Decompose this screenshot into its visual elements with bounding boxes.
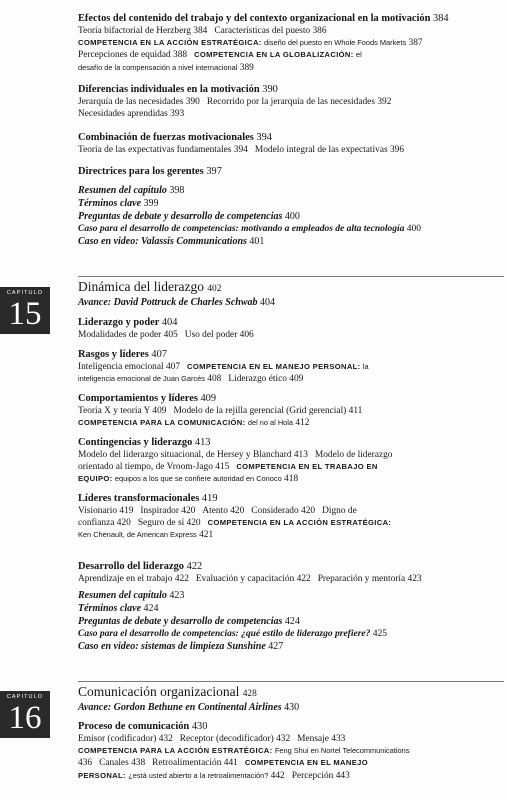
toc-section-traits <box>78 348 504 385</box>
end-item-key-terms: Términos clave 424 <box>78 602 159 614</box>
subsection-line: confianza 420 Seguro de sí 420 COMPETENCIA EN LA ACCIÓN ESTRATÉGICA: <box>78 518 392 529</box>
competency-line: desafío de la compensación a nivel internacional 389 <box>78 62 254 73</box>
subsection-line: Modalidades de poder 405 Uso del poder 406 <box>78 330 254 340</box>
end-item-case: Caso para el desarrollo de competencias: ¿qué estilo de liderazgo prefiere? 425 <box>78 629 387 640</box>
subsection-line: orientado al tiempo, de Vroom-Jago 415 COMPETENCIA EN EL TRABAJO EN <box>78 462 378 473</box>
chapter-title: Comunicación organizacional 428 <box>78 684 257 699</box>
chapter-number: 15 <box>8 296 42 332</box>
section-heading: Liderazgo y poder 404 <box>78 317 178 328</box>
subsection-line: Necesidades aprendidas 393 <box>78 109 185 120</box>
end-item-key-terms: Términos clave 399 <box>78 197 159 209</box>
end-item-summary: Resumen del capítulo 398 <box>78 185 185 196</box>
end-item-summary: Resumen del capítulo 423 <box>78 590 185 601</box>
competency-line: inteligencia emocional de Juan Garcés 408 Liderazgo ético 409 <box>78 374 304 385</box>
chapter-divider <box>78 276 504 277</box>
end-item-questions: Preguntas de debate y desarrollo de competencias 424 <box>78 615 300 627</box>
toc-section-motivational-forces <box>78 131 504 156</box>
toc-section-contingencies <box>78 436 504 486</box>
end-item-case: Caso para el desarrollo de competencias: motivando a empleados de alta tecnología 400 <box>78 224 422 235</box>
toc-section-development <box>78 560 504 585</box>
chapter-label: CAPITULO <box>6 290 44 296</box>
toc-section-behaviors <box>78 392 504 429</box>
chapter-preview: Avance: David Pottruck de Charles Schwab 404 <box>78 297 276 308</box>
competency-line: Ken Chenault, de American Express 421 <box>78 530 214 541</box>
subsection-line: Inteligencia emocional 407 COMPETENCIA EN EL MANEJO PERSONAL: la <box>78 362 369 372</box>
competency-line: EQUIPO: equipos a los que se confiere autoridad en Conoco 418 <box>78 474 299 485</box>
section-heading: Efectos del contenido del trabajo y del contexto organizacional en la motivación 384 <box>78 13 449 24</box>
competency-line: COMPETENCIA PARA LA COMUNICACIÓN: del no al Hola 412 <box>78 418 310 429</box>
toc-section-motivation-context <box>78 12 504 74</box>
section-heading: Combinación de fuerzas motivacionales 394 <box>78 132 272 143</box>
toc-section-leadership-power <box>78 316 504 341</box>
section-heading: Proceso de comunicación 430 <box>78 721 208 732</box>
toc-section-individual-differences <box>78 83 504 120</box>
subsection-line: Percepciones de equidad 388 COMPETENCIA EN LA GLOBALIZACIÓN: el <box>78 50 362 61</box>
end-item-video: Caso en video: sistemas de limpieza Sunshine 427 <box>78 641 284 653</box>
toc-chapter-end-items <box>78 185 504 249</box>
section-heading: Contingencias y liderazgo 413 <box>78 437 211 448</box>
chapter-preview: Avance: Gordon Bethune en Continental Airlines 430 <box>78 702 300 713</box>
toc-section-communication-process <box>78 720 504 782</box>
subsection-line: Visionario 419 Inspirador 420 Atento 420 Considerado 420 Digno de <box>78 506 357 516</box>
toc-section-transformational <box>78 492 504 542</box>
subsection-line: Teoría X y teoría Y 409 Modelo de la rejilla gerencial (Grid gerencial) 411 <box>78 406 363 416</box>
section-heading: Directrices para los gerentes 397 <box>78 166 222 177</box>
subsection-line: 436 Canales 438 Retroalimentación 441 COMPETENCIA EN EL MANEJO <box>78 758 368 769</box>
end-item-video: Caso en video: Valassis Communications 401 <box>78 236 265 248</box>
subsection-line: Modelo del liderazgo situacional, de Hersey y Blanchard 413 Modelo de liderazgo <box>78 450 393 460</box>
competency-line: COMPETENCIA EN LA ACCIÓN ESTRATÉGICA: diseño del puesto en Whole Foods Markets 387 <box>78 38 423 49</box>
competency-line: COMPETENCIA PARA LA ACCIÓN ESTRATÉGICA: Feng Shui en Nortel Telecommunications <box>78 746 410 756</box>
section-heading: Diferencias individuales en la motivación 390 <box>78 84 278 95</box>
section-heading: Desarrollo del liderazgo 422 <box>78 561 203 572</box>
section-heading: Comportamientos y líderes 409 <box>78 393 217 404</box>
competency-line: PERSONAL: ¿está usted abierto a la retroalimentación? 442 Percepción 443 <box>78 770 350 781</box>
subsection-line: Emisor (codificador) 432 Receptor (decodificador) 432 Mensaje 433 <box>78 734 346 744</box>
subsection-line: Teoría de las expectativas fundamentales 394 Modelo integral de las expectativas 396 <box>78 145 405 155</box>
end-item-questions: Preguntas de debate y desarrollo de competencias 400 <box>78 210 300 222</box>
section-heading: Líderes transformacionales 419 <box>78 493 218 504</box>
subsection-line: Aprendizaje en el trabajo 422 Evaluación y capacitación 422 Preparación y mentoría 423 <box>78 574 422 584</box>
chapter-number: 16 <box>8 700 42 736</box>
chapter-divider <box>78 681 504 682</box>
toc-section-guidelines <box>78 165 504 178</box>
subsection-line: Jerarquía de las necesidades 390 Recorrido por la jerarquía de las necesidades 392 <box>78 97 392 107</box>
section-heading: Rasgos y líderes 407 <box>78 349 168 360</box>
chapter-15-badge <box>0 287 50 334</box>
chapter-16-badge <box>0 691 50 738</box>
toc-chapter-end-items <box>78 590 504 654</box>
chapter-title: Dinámica del liderazgo 402 <box>78 279 222 294</box>
subsection-line: Teoría bifactorial de Herzberg 384 Características del puesto 386 <box>78 26 327 36</box>
chapter-label: CAPITULO <box>6 694 44 700</box>
